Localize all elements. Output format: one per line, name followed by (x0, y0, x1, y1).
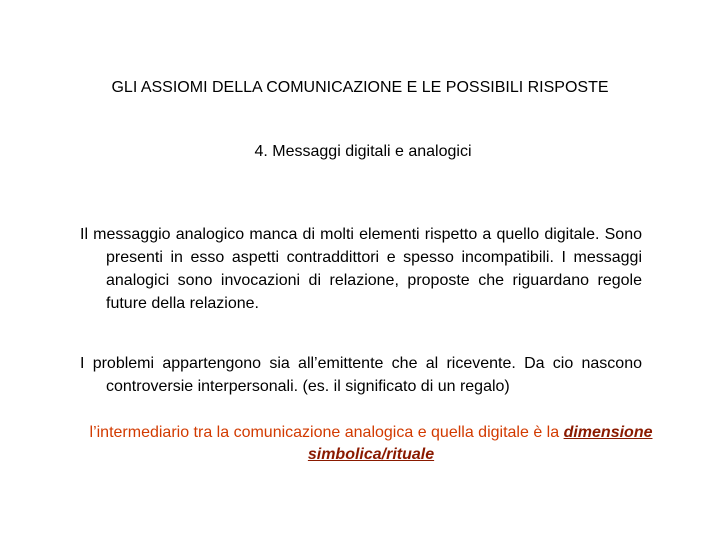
slide-subtitle: 4. Messaggi digitali e analogici (254, 143, 472, 160)
closing-text: l’intermediario tra la comunicazione analogica e quella digitale è la (89, 424, 564, 441)
closing-statement (80, 422, 662, 466)
closing-highlight: dimensione simbolica/rituale (307, 424, 653, 463)
slide-title: GLI ASSIOMI DELLA COMUNICAZIONE E LE POSSIBILI RISPOSTE (111, 79, 609, 96)
paragraph-problems: I problemi appartengono sia all’emittente che al ricevente. Da cio nascono controversie interpersonali. (es. il significato di un regalo) (80, 355, 642, 395)
paragraph-analog-message: Il messaggio analogico manca di molti elementi rispetto a quello digitale. Sono presenti in esso aspetti contraddittori e spesso incompatibili. I messaggi analogici sono invocazioni di relazione, proposte che riguardano regole future della relazione. (80, 226, 642, 312)
